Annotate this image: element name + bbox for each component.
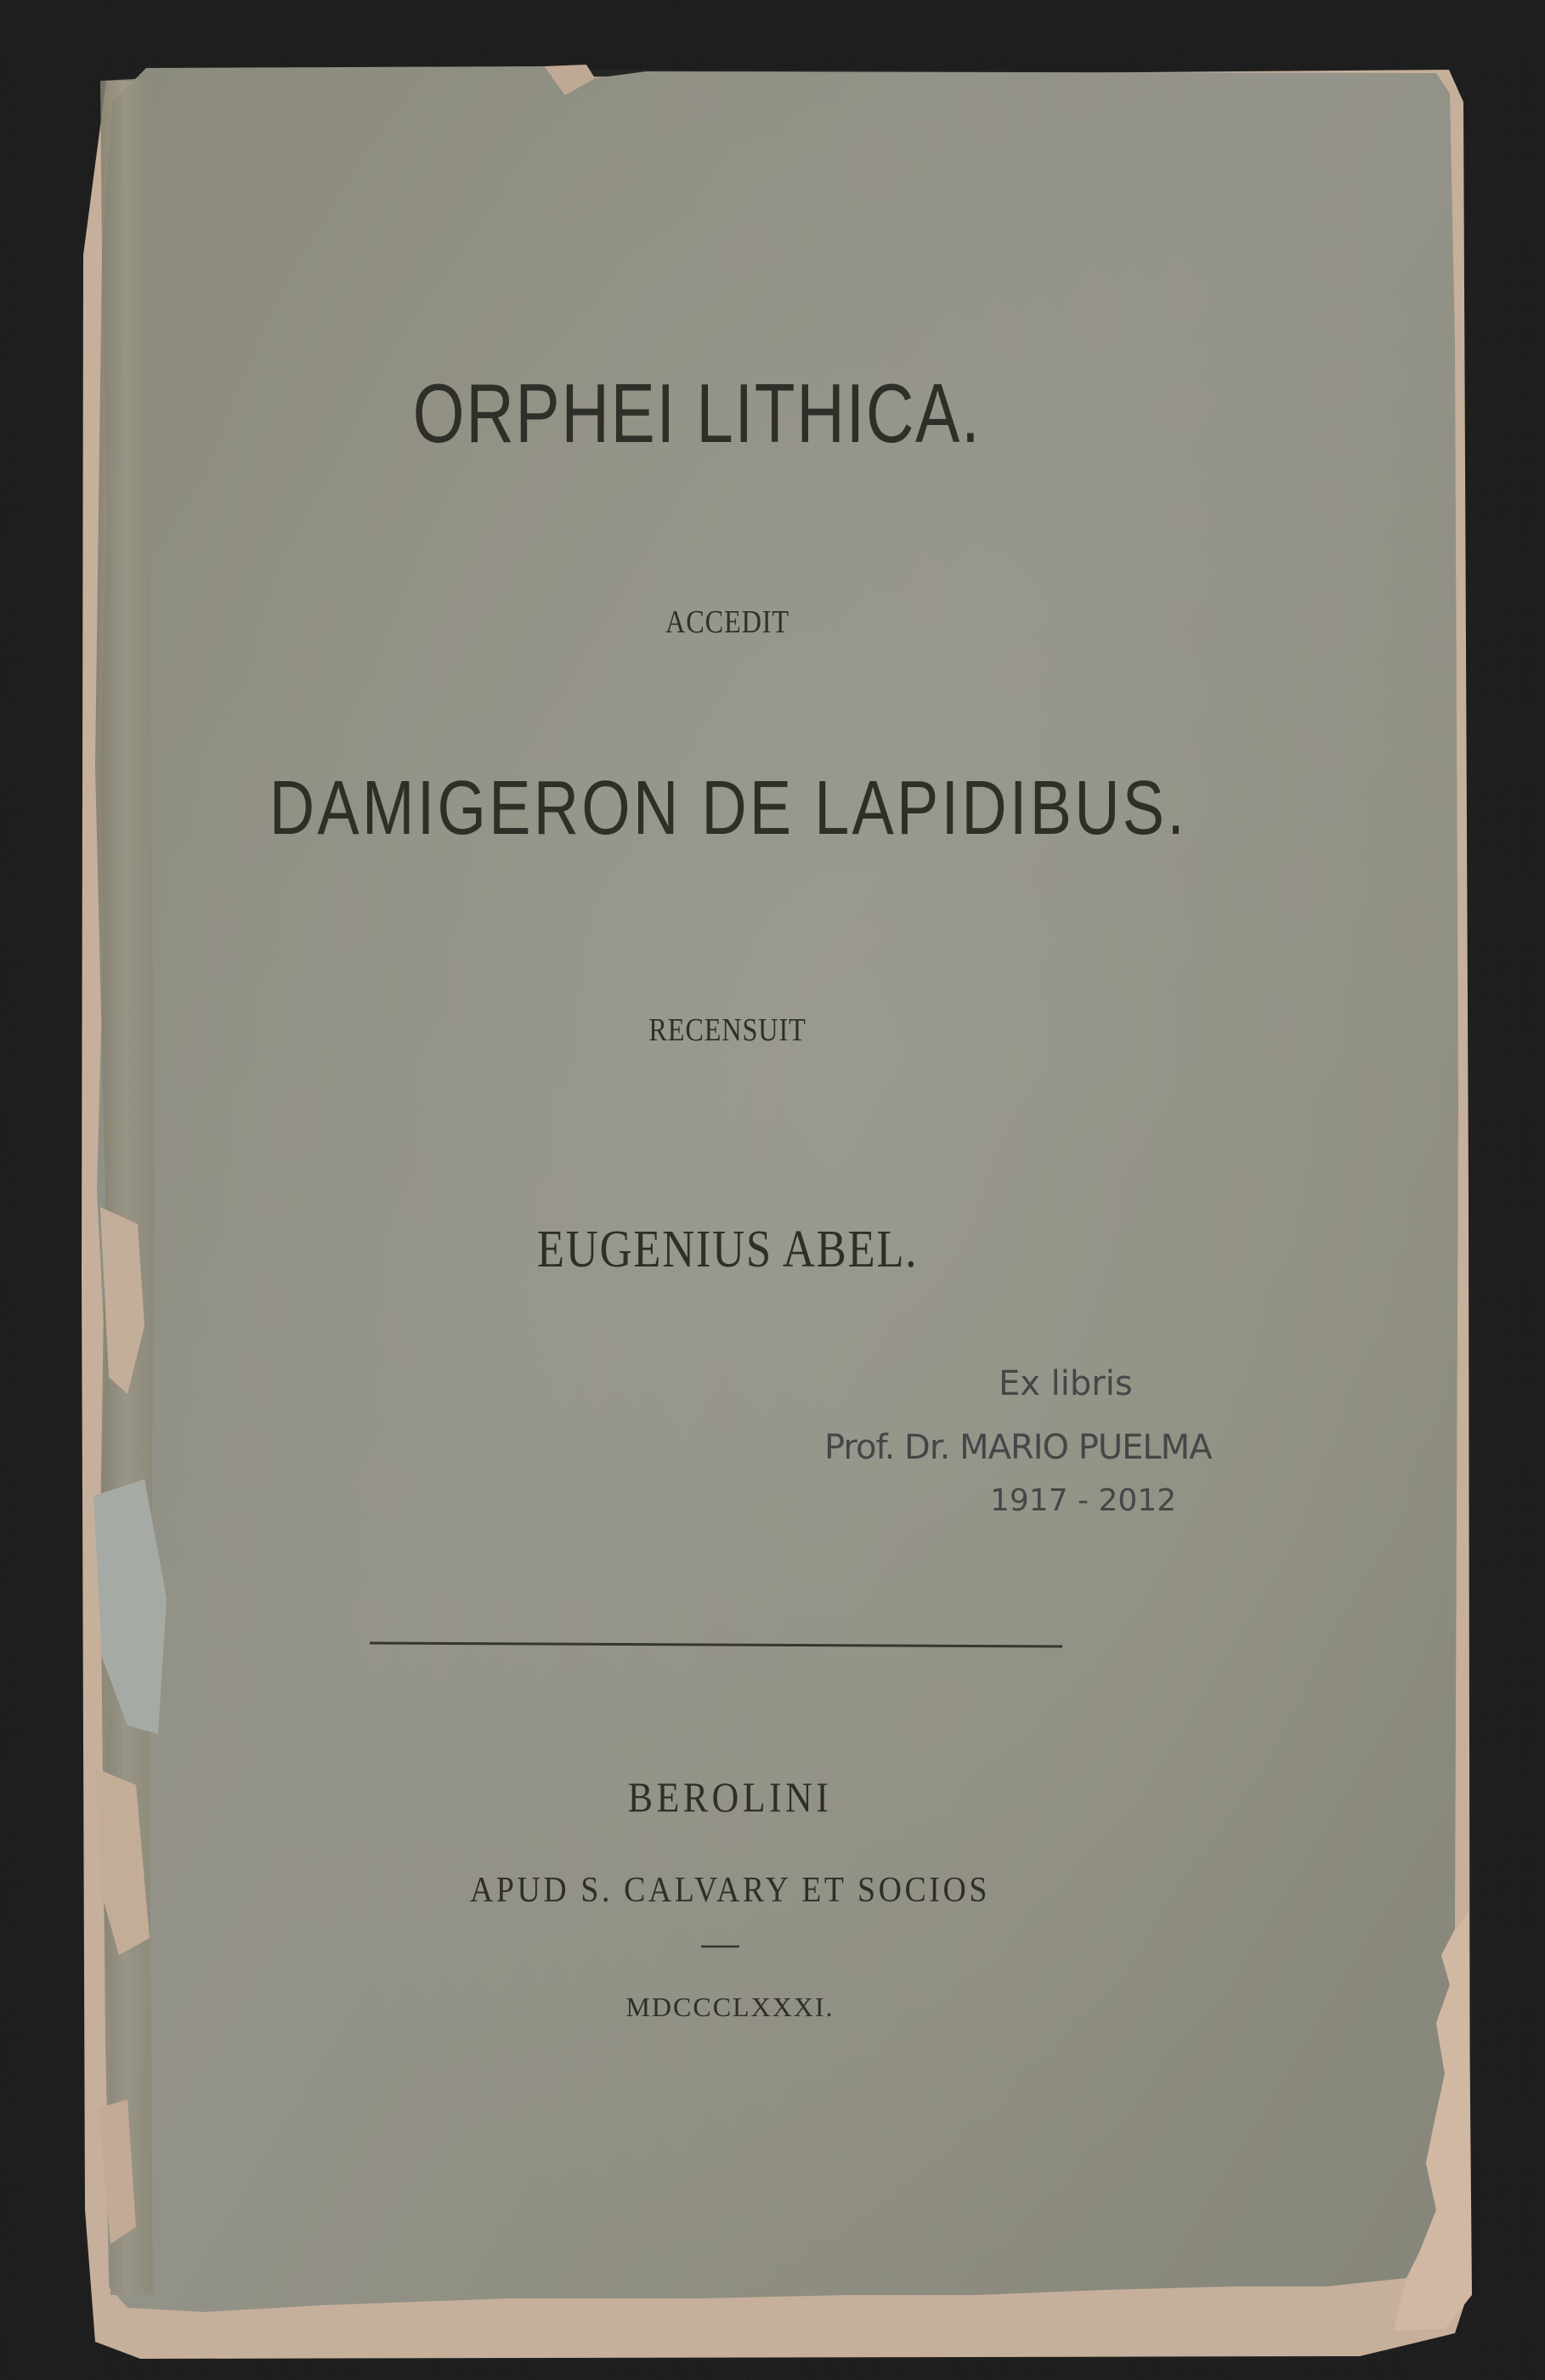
recensuit-label: RECENSUIT — [648, 1012, 806, 1048]
author-name: EUGENIUS ABEL. — [536, 1221, 919, 1278]
imprint-publisher: APUD S. CALVARY ET SOCIOS — [469, 1871, 990, 1910]
stamp-ex-libris: Ex libris — [999, 1364, 1133, 1403]
stamp-owner-name: Prof. Dr. MARIO PUELMA — [824, 1428, 1212, 1467]
book-title: ORPHEI LITHICA. — [412, 366, 982, 460]
imprint-year: MDCCCLXXXI. — [625, 1992, 835, 2022]
book-subtitle: DAMIGERON DE LAPIDIBUS. — [269, 766, 1188, 851]
imprint-city: BEROLINI — [627, 1773, 833, 1821]
stamp-dates: 1917 - 2012 — [990, 1483, 1177, 1518]
accedit-label: ACCEDIT — [665, 604, 789, 640]
